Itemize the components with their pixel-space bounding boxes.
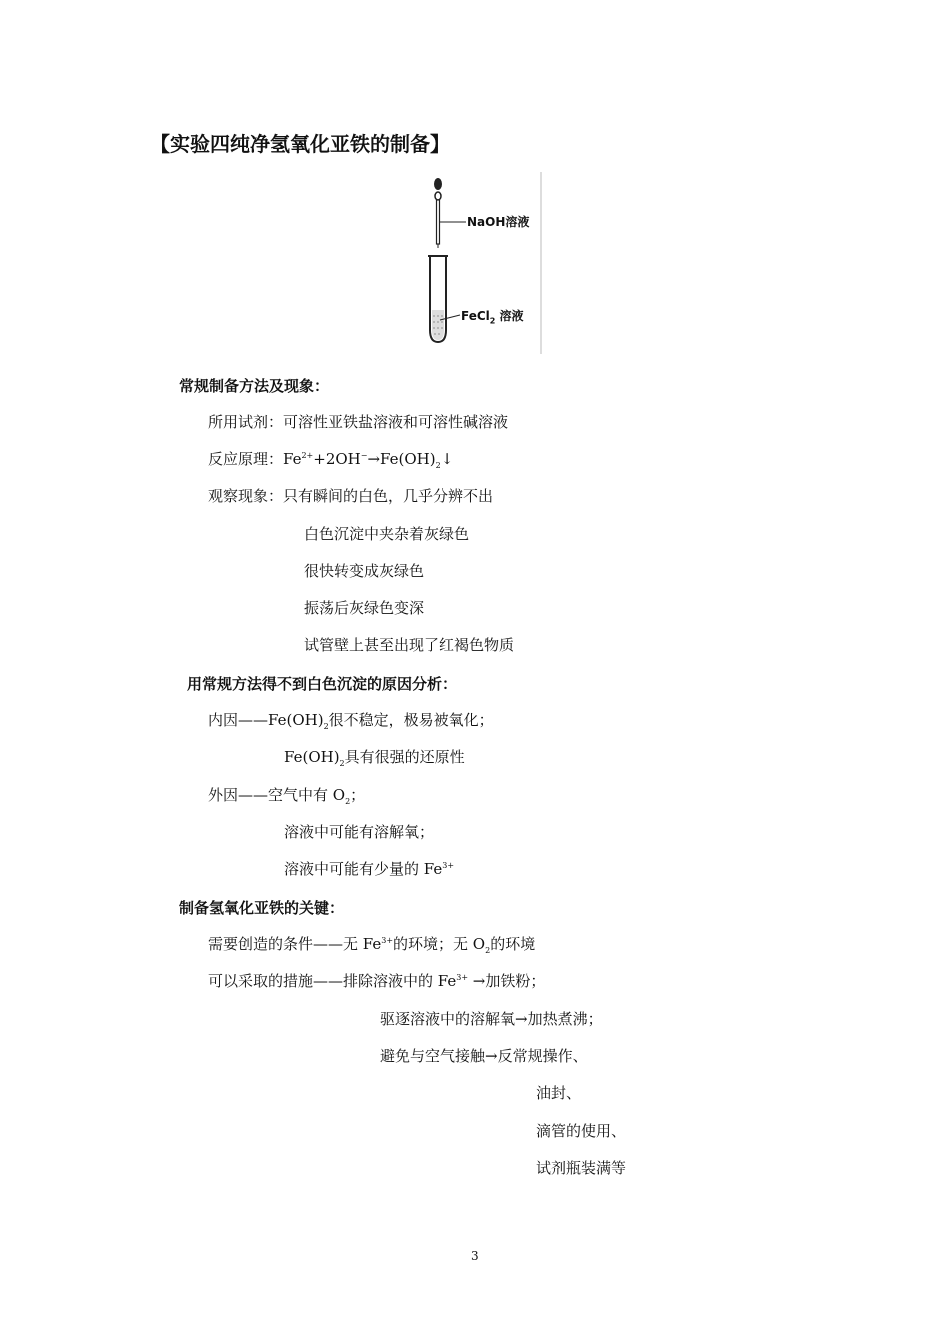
measure-line-5: 滴管的使用、 (536, 1122, 627, 1140)
page-title: 【实验四纯净氢氧化亚铁的制备】 (150, 132, 450, 156)
dropper-icon (434, 178, 442, 248)
external-cause-line-2: 溶液中可能有溶解氧； (284, 823, 435, 841)
observation-line-1: 观察现象：只有瞬间的白色，几乎分辨不出 (208, 487, 494, 505)
observation-line-3: 很快转变成灰绿色 (304, 562, 425, 580)
external-cause-line: 外因——空气中有 $O_2$； (208, 786, 366, 806)
reagents-line: 所用试剂：可溶性亚铁盐溶液和可溶性碱溶液 (208, 413, 509, 431)
measure-line-2: 驱逐溶液中的溶解氧→加热煮沸； (380, 1010, 603, 1028)
section2-heading: 用常规方法得不到白色沉淀的原因分析： (187, 675, 458, 693)
measure-line-4: 油封、 (536, 1084, 582, 1102)
measure-line: 可以采取的措施——排除溶液中的 $Fe^{3+}$ →加铁粉； (208, 972, 546, 990)
internal-cause-line: 内因$——Fe(OH)_2$很不稳定，极易被氧化； (208, 711, 494, 731)
dropper-label: NaOH溶液 (467, 215, 530, 229)
measure-line-6: 试剂瓶装满等 (536, 1159, 627, 1177)
page-number: 3 (471, 1249, 479, 1263)
section1-heading: 常规制备方法及现象： (179, 377, 330, 395)
external-cause-line-3: 溶液中可能有少量的 $Fe^{3+}$ (284, 860, 455, 878)
section3-heading: 制备氢氧化亚铁的关键： (179, 899, 345, 917)
observation-line-2: 白色沉淀中夹杂着灰绿色 (304, 525, 470, 543)
internal-cause-line-2: $Fe(OH)_2$具有很强的还原性 (284, 748, 465, 768)
tube-label: FeCl$_2$ 溶液 (461, 309, 524, 326)
observation-line-4: 振荡后灰绿色变深 (304, 599, 425, 617)
measure-line-3: 避免与空气接触→反常规操作、 (380, 1047, 588, 1065)
condition-line: 需要创造的条件——无 $Fe^{3+}$的环境；无 $O_2$的环境 (208, 935, 536, 955)
observation-line-5: 试管壁上甚至出现了红褐色物质 (304, 636, 515, 654)
test-tube-icon (428, 256, 448, 342)
experiment-figure (420, 170, 545, 356)
principle-line: 反应原理：$Fe^{2+}+2OH^-\to Fe(OH)_2↓$ (208, 450, 454, 470)
